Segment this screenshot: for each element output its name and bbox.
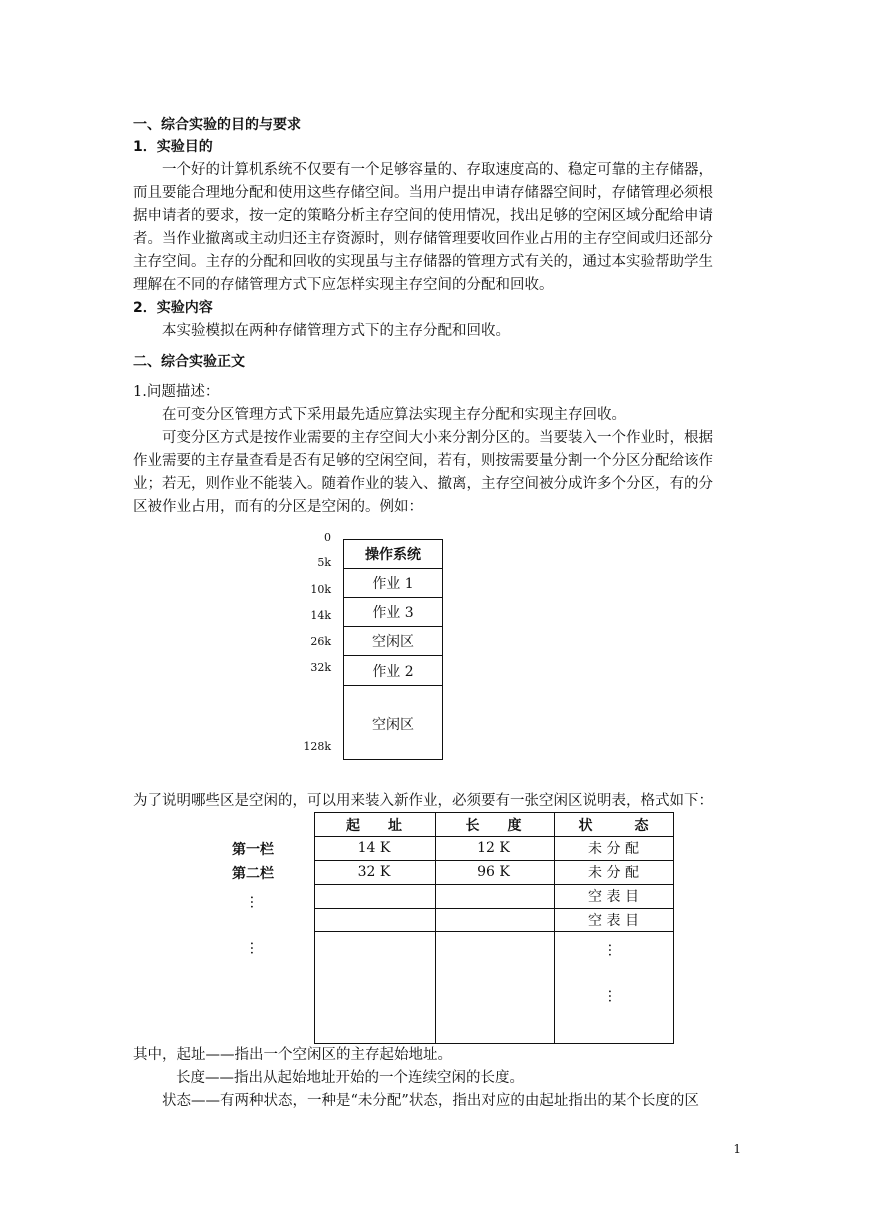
page-number: 1 bbox=[733, 1142, 741, 1156]
paragraph-line: 据申请者的要求，按一定的策略分析主存空间的使用情况，找出足够的空闲区域分配给申请 bbox=[133, 208, 713, 224]
memory-address-label: 26k bbox=[310, 635, 331, 648]
table-cell: 空 表 目 bbox=[588, 888, 639, 905]
table-cell: 未 分 配 bbox=[588, 864, 639, 881]
memory-address-label: 10k bbox=[310, 583, 331, 596]
paragraph-line: 主存空间。主存的分配和回收的实现虽与主存储器的管理方式有关的，通过本实验帮助学生 bbox=[133, 254, 713, 270]
memory-block-free: 空闲区 bbox=[344, 627, 442, 656]
paragraph-line: 可变分区方式是按作业需要的主存空间大小来分割分区的。当要装入一个作业时，根据 bbox=[162, 430, 713, 446]
table-header-length: 长 度 bbox=[465, 817, 522, 834]
table-cell: 96 K bbox=[477, 863, 510, 880]
paragraph-line: 而且要能合理地分配和使用这些存储空间。当用户提出申请存储器空间时，存储管理必须根 bbox=[133, 185, 713, 201]
section-heading-2: 二、综合实验正文 bbox=[133, 354, 245, 370]
paragraph-line: 一个好的计算机系统不仅要有一个足够容量的、存取速度高的、稳定可靠的主存储器， bbox=[162, 162, 713, 178]
memory-block-os: 操作系统 bbox=[344, 540, 442, 569]
subheading-purpose: 1．实验目的 bbox=[133, 139, 213, 155]
table-cell: 空 表 目 bbox=[588, 912, 639, 929]
paragraph-line: 其中，起址——指出一个空闲区的主存起始地址。 bbox=[133, 1047, 452, 1063]
ellipsis-vertical: … bbox=[605, 943, 621, 957]
paragraph-line: 者。当作业撤离或主动归还主存资源时，则存储管理要收回作业占用的主存空间或归还部分 bbox=[133, 231, 713, 247]
paragraph-line: 作业需要的主存量查看是否有足够的空闲空间，若有，则按需要量分割一个分区分配给该作 bbox=[133, 453, 713, 469]
memory-block-job3: 作业 3 bbox=[344, 598, 442, 627]
section-heading-1: 一、综合实验的目的与要求 bbox=[133, 117, 301, 133]
subheading-problem: 1.问题描述： bbox=[133, 384, 220, 400]
table-header-status: 状 态 bbox=[578, 817, 649, 834]
paragraph-line: 本实验模拟在两种存储管理方式下的主存分配和回收。 bbox=[162, 323, 510, 339]
memory-map bbox=[343, 539, 443, 760]
ellipsis-vertical: … bbox=[247, 941, 263, 955]
ellipsis-vertical: … bbox=[247, 895, 263, 909]
memory-block-job2: 作业 2 bbox=[344, 656, 442, 686]
memory-block-job1: 作业 1 bbox=[344, 569, 442, 598]
memory-address-label: 14k bbox=[310, 609, 331, 622]
table-cell: 14 K bbox=[357, 839, 391, 856]
paragraph-line: 为了说明哪些区是空闲的，可以用来装入新作业，必须要有一张空闲区说明表，格式如下： bbox=[133, 793, 713, 809]
table-header-start: 起 址 bbox=[346, 817, 402, 834]
ellipsis-vertical: … bbox=[605, 989, 621, 1003]
memory-address-label: 0 bbox=[324, 531, 331, 544]
memory-block-free: 空闲区 bbox=[372, 716, 414, 733]
table-cell: 32 K bbox=[357, 863, 391, 880]
paragraph-line: 在可变分区管理方式下采用最先适应算法实现主存分配和实现主存回收。 bbox=[162, 407, 626, 423]
table-cell: 12 K bbox=[477, 839, 510, 856]
memory-address-label: 5k bbox=[317, 556, 331, 569]
paragraph-line: 业；若无，则作业不能装入。随着作业的装入、撤离，主存空间被分成许多个分区，有的分 bbox=[133, 476, 713, 492]
memory-address-label: 128k bbox=[303, 740, 331, 753]
table-cell: 未 分 配 bbox=[588, 840, 639, 857]
table-row-label-2: 第二栏 bbox=[232, 866, 274, 882]
paragraph-line: 区被作业占用，而有的分区是空闲的。例如： bbox=[133, 499, 423, 515]
table-row-label-1: 第一栏 bbox=[232, 842, 274, 858]
paragraph-line: 理解在不同的存储管理方式下应怎样实现主存空间的分配和回收。 bbox=[133, 277, 554, 293]
subheading-content: 2．实验内容 bbox=[133, 300, 213, 316]
paragraph-line: 长度——指出从起始地址开始的一个连续空闲的长度。 bbox=[176, 1070, 524, 1086]
memory-address-label: 32k bbox=[310, 661, 331, 674]
paragraph-line: 状态——有两种状态，一种是“未分配”状态，指出对应的由起址指出的某个长度的区 bbox=[162, 1093, 699, 1109]
